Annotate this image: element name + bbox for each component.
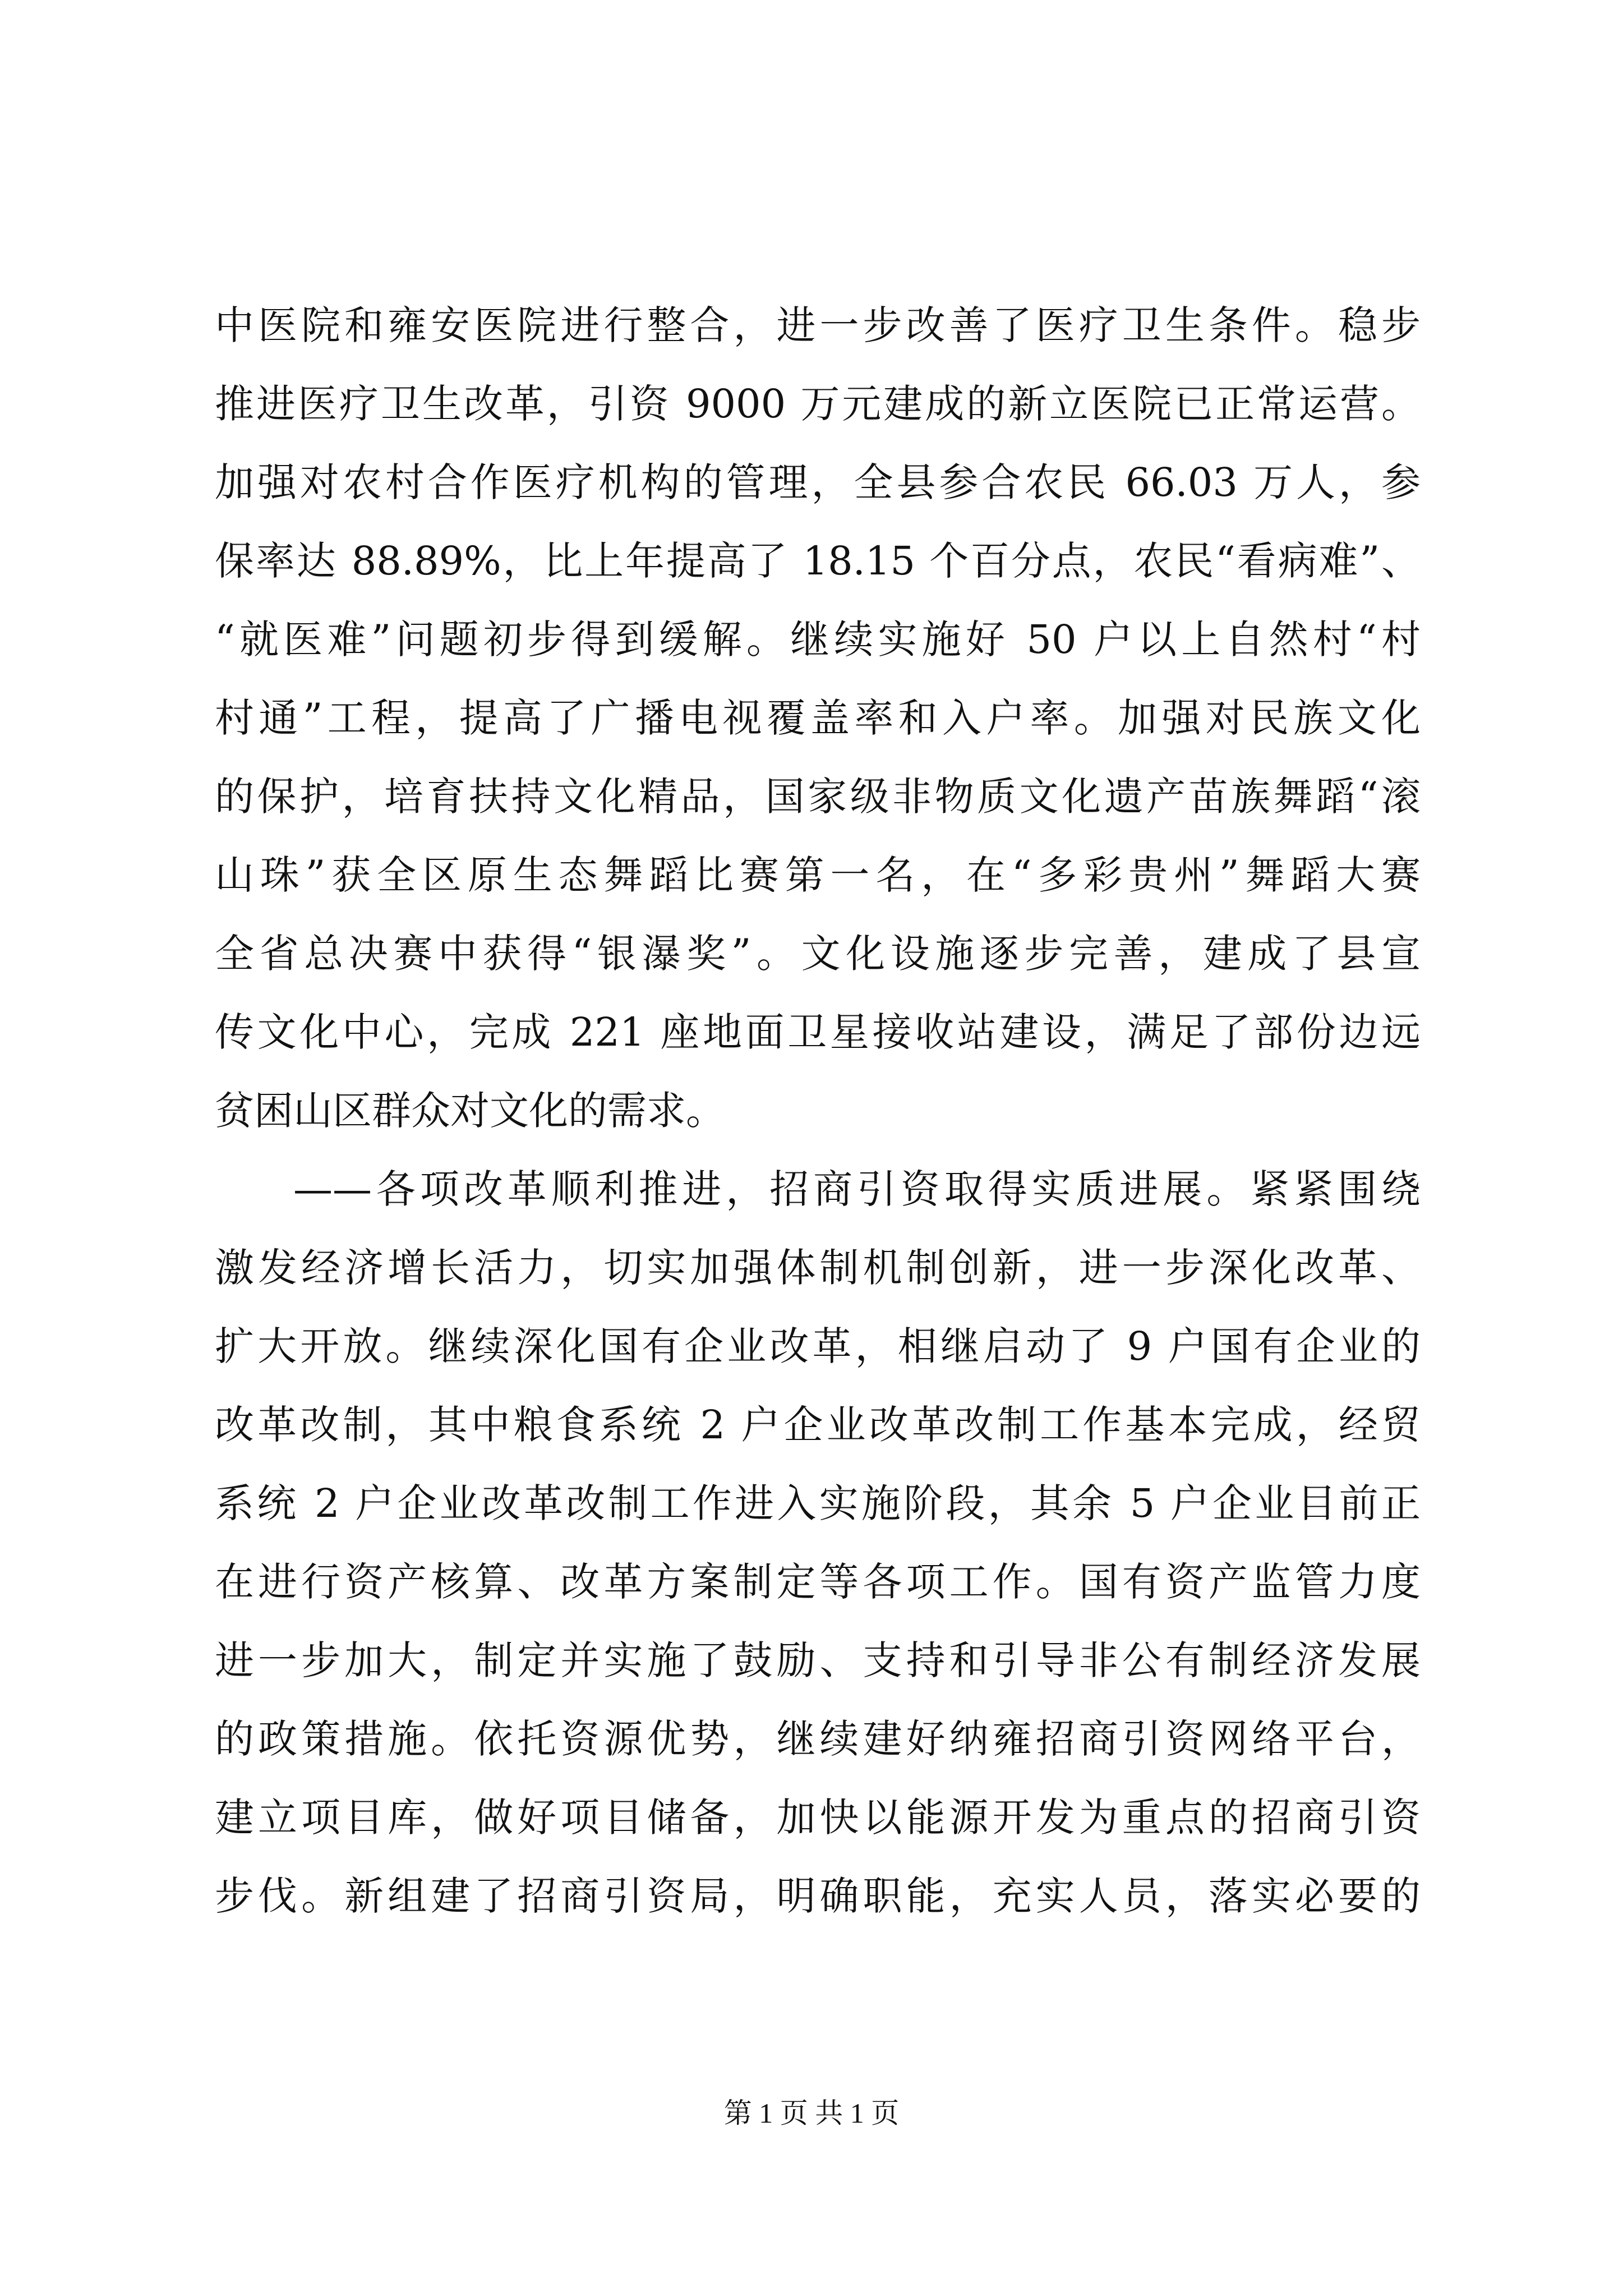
text-line: 山珠”获全区原生态舞蹈比赛第一名，在“多彩贵州”舞蹈大赛 xyxy=(215,852,1421,898)
text-line: 激发经济增长活力，切实加强体制机制创新，进一步深化改革、 xyxy=(215,1245,1421,1291)
text-line: 全省总决赛中获得“银瀑奖”。文化设施逐步完善，建成了县宣 xyxy=(215,931,1421,977)
text-line: 村通”工程，提高了广播电视覆盖率和入户率。加强对民族文化 xyxy=(215,695,1421,741)
text-line: 建立项目库，做好项目储备，加快以能源开发为重点的招商引资 xyxy=(215,1795,1421,1841)
text-line: 进一步加大，制定并实施了鼓励、支持和引导非公有制经济发展 xyxy=(215,1637,1421,1683)
text-line: 加强对农村合作医疗机构的管理，全县参合农民 66.03 万人，参 xyxy=(215,459,1421,505)
text-line: 的政策措施。依托资源优势，继续建好纳雍招商引资网络平台， xyxy=(215,1716,1421,1762)
text-line: 传文化中心，完成 221 座地面卫星接收站建设，满足了部份边远 xyxy=(215,1009,1421,1055)
text-line: 扩大开放。继续深化国有企业改革，相继启动了 9 户国有企业的 xyxy=(215,1323,1421,1369)
text-line: 步伐。新组建了招商引资局，明确职能，充实人员，落实必要的 xyxy=(215,1873,1421,1919)
text-line: 改革改制，其中粮食系统 2 户企业改革改制工作基本完成，经贸 xyxy=(215,1402,1421,1448)
text-line: 中医院和雍安医院进行整合，进一步改善了医疗卫生条件。稳步 xyxy=(215,302,1421,348)
text-line: “就医难”问题初步得到缓解。继续实施好 50 户以上自然村“村 xyxy=(215,616,1421,662)
text-line: 的保护，培育扶持文化精品，国家级非物质文化遗产苗族舞蹈“滚 xyxy=(215,774,1421,820)
text-line-paragraph-end: 贫困山区群众对文化的需求。 xyxy=(215,1088,725,1134)
page-number-footer: 第 1 页 共 1 页 xyxy=(723,2097,900,2129)
text-line-paragraph-start: ——各项改革顺利推进，招商引资取得实质进展。紧紧围绕 xyxy=(293,1166,1421,1212)
text-line: 系统 2 户企业改革改制工作进入实施阶段，其余 5 户企业目前正 xyxy=(215,1480,1421,1526)
text-line: 保率达 88.89%，比上年提高了 18.15 个百分点，农民“看病难”、 xyxy=(215,538,1421,584)
text-line: 在进行资产核算、改革方案制定等各项工作。国有资产监管力度 xyxy=(215,1559,1421,1605)
text-line: 推进医疗卫生改革，引资 9000 万元建成的新立医院已正常运营。 xyxy=(215,381,1421,427)
